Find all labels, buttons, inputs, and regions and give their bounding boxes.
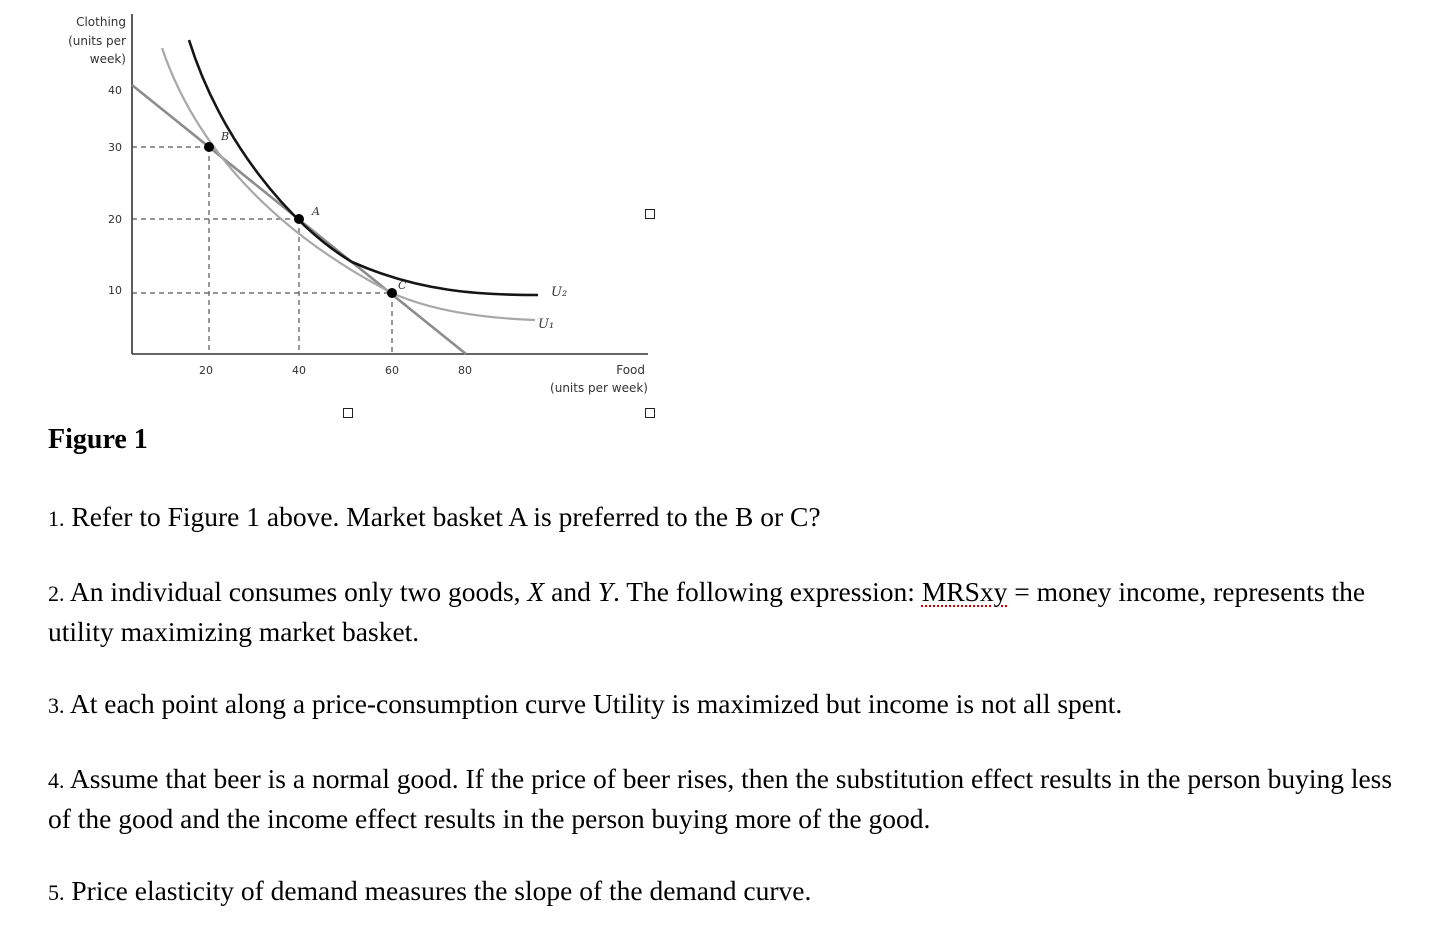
x-tick-80: 80 (458, 364, 472, 377)
mrs-term: MRSxy (921, 576, 1008, 607)
question-3-number: 3. (48, 693, 65, 718)
x-tick-60: 60 (385, 364, 399, 377)
question-5 (48, 872, 1408, 912)
checkbox-1[interactable] (645, 209, 655, 219)
x-axis-title-line-1: Food (616, 363, 645, 377)
y-axis-title-line-2: (units per (68, 34, 126, 48)
question-2-number: 2. (48, 581, 65, 606)
variable-x: X (527, 576, 545, 607)
point-c-label: C (398, 279, 407, 292)
u2-label: U₂ (551, 285, 568, 300)
question-2-text-a: An individual consumes only two goods, (69, 576, 528, 607)
x-tick-20: 20 (199, 364, 213, 377)
variable-y: Y (597, 576, 613, 607)
question-5-number: 5. (48, 880, 65, 905)
point-b-marker (204, 142, 214, 152)
x-axis-title-line-2: (units per week) (550, 381, 648, 395)
y-tick-30: 30 (108, 141, 122, 154)
y-axis-title-line-3: week) (89, 52, 126, 66)
u1-label: U₁ (538, 317, 555, 332)
point-a-label: A (312, 205, 320, 218)
figure-caption: Figure 1 (48, 424, 148, 455)
point-a-marker (294, 214, 304, 224)
question-3-text: At each point along a price-consumption curve Utility is maximized but income is not all spent. (69, 688, 1123, 719)
question-4-number: 4. (48, 768, 65, 793)
checkbox-3[interactable] (645, 408, 655, 418)
y-tick-20: 20 (108, 213, 122, 226)
point-c-marker (387, 288, 397, 298)
question-2 (48, 573, 1408, 651)
question-2-text-c: = money income, represents the utility maximizing market basket. (48, 576, 1366, 647)
question-1-text: Refer to Figure 1 above. Market basket A is preferred to the B or C? (71, 501, 821, 532)
question-5-text: Price elasticity of demand measures the slope of the demand curve. (71, 875, 812, 906)
y-axis-title-line-1: Clothing (76, 15, 126, 29)
question-2-text-and: and (544, 576, 598, 607)
question-2-text-b: . The following expression: (613, 576, 922, 607)
y-tick-40: 40 (108, 84, 122, 97)
question-3 (48, 685, 1408, 725)
indifference-curve-figure (0, 0, 700, 430)
question-1-number: 1. (48, 506, 65, 531)
indifference-curve-u2 (189, 40, 538, 295)
question-4 (48, 760, 1408, 838)
x-tick-40: 40 (292, 364, 306, 377)
checkbox-2[interactable] (343, 408, 353, 418)
y-tick-10: 10 (108, 284, 122, 297)
question-1 (48, 498, 1408, 538)
point-b-label: B (221, 130, 230, 143)
question-4-text: Assume that beer is a normal good. If the price of beer rises, then the substitution effect results in the person buying less of the good and the income effect results in the person buying more of the good. (48, 763, 1393, 834)
indifference-curve-u1 (162, 48, 535, 320)
